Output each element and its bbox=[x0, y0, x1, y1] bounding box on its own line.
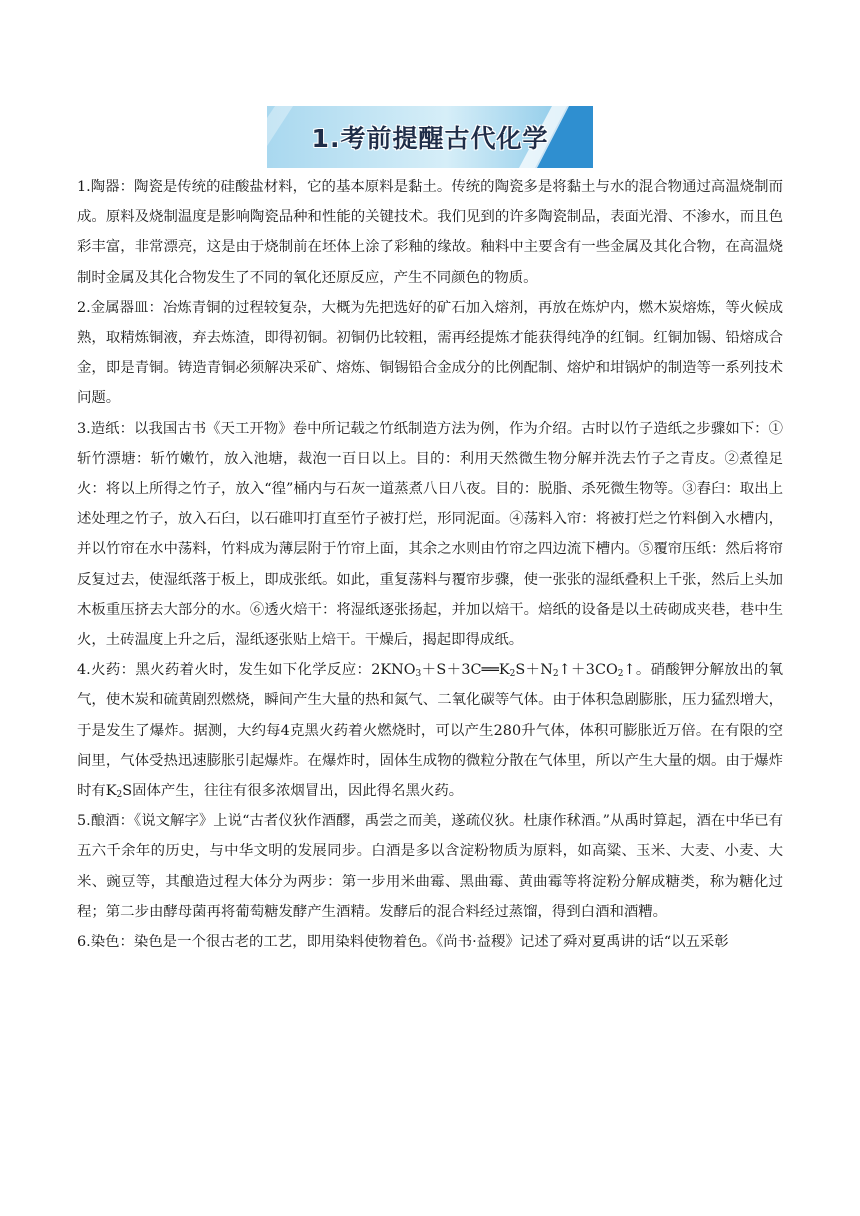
paragraph-text: S＋N bbox=[515, 662, 553, 679]
paragraph-dyeing bbox=[77, 927, 783, 957]
paragraph-text: ↑＋3CO bbox=[558, 662, 618, 679]
document-body bbox=[77, 172, 783, 957]
subscript: 2 bbox=[617, 669, 624, 680]
paragraph-text: 1.陶器：陶瓷是传统的硅酸盐材料，它的基本原料是黏土。传统的陶瓷多是将黏土与水的混合物通过高温烧制而成。原料及烧制温度是影响陶瓷品种和性能的关键技术。我们见到的许多陶瓷制品，表面光滑、不渗水，而且色彩丰富，非常漂亮，这是由于烧制前在坯体上涂了彩釉的缘故。釉料中主要含有一些金属及其化合物，在高温烧制时金属及其化合物发生了不同的氧化还原反应，产生不同颜色的物质。 bbox=[77, 179, 783, 286]
paragraph-text: 4.火药：黑火药着火时，发生如下化学反应：2KNO bbox=[77, 662, 416, 679]
subscript: 2 bbox=[509, 669, 516, 680]
banner-title: 1.考前提醒古代化学 bbox=[311, 124, 549, 153]
subscript: 2 bbox=[552, 669, 559, 680]
paragraph-text: 3.造纸：以我国古书《天工开物》卷中所记载之竹纸制造方法为例，作为介绍。古时以竹子造纸之步骤如下：①斩竹漂塘：斩竹嫩竹，放入池塘，裁泡一百日以上。目的：利用天然微生物分解并洗去竹子之青皮。②煮徨足火：将以上所得之竹子，放入“徨”桶内与石灰一道蒸煮八日八夜。目的：脱脂、杀死微生物等。③舂臼：取出上述处理之竹子，放入石臼，以石碓叩打直至竹子被打烂，形同泥面。④荡料入帘：将被打烂之竹料倒入水槽内，并以竹帘在水中荡料，竹料成为薄层附于竹帘上面，其余之水则由竹帘之四边流下槽内。⑤覆帘压纸：然后将帘反复过去，使湿纸落于板上，即成张纸。如此，重复荡料与覆帘步骤，使一张张的湿纸叠积上千张，然后上头加木板重压挤去大部分的水。⑥透火焙干：将湿纸逐张扬起，并加以焙干。焙纸的设备是以土砖砌成夹巷，巷中生火，土砖温度上升之后，湿纸逐张贴上焙干。干燥后，揭起即得成纸。 bbox=[77, 420, 783, 649]
paragraph-text: 5.酿酒：《说文解字》上说“古者仪狄作酒醪，禹尝之而美，遂疏仪狄。杜康作秫酒。”从禹时算起，酒在中华已有五六千余年的历史，与中华文明的发展同步。白酒是多以含淀粉物质为原料，如高粱、玉米、大麦、小麦、大米、豌豆等，其酿造过程大体分为两步：第一步用米曲霉、黑曲霉、黄曲霉等将淀粉分解成糖类，称为糖化过程；第二步由酵母菌再将葡萄糖发酵产生酒精。发酵后的混合料经过蒸馏，得到白酒和酒糟。 bbox=[77, 813, 783, 920]
paragraph-metal-ware bbox=[77, 293, 783, 414]
paragraph-text: ↑。硝酸钾分解放出的氧气，使木炭和硫黄剧烈燃烧，瞬间产生大量的热和氮气、二氧化碳等气体。由于体积急剧膨胀，压力猛烈增大，于是发生了爆炸。据测，大约每4克黑火药着火燃烧时，可以产生280升气体，体积可膨胀近万倍。在有限的空间里，气体受热迅速膨胀引起爆炸。在爆炸时，固体生成物的微粒分散在气体里，所以产生大量的烟。由于爆炸时有K bbox=[77, 662, 783, 800]
paragraph-text: 2.金属器皿：冶炼青铜的过程较复杂，大概为先把选好的矿石加入熔剂，再放在炼炉内，燃木炭熔炼，等火候成熟，取精炼铜液，弃去炼渣，即得初铜。初铜仍比较粗，需再经提炼才能获得纯净的红铜。红铜加锡、铅熔成合金，即是青铜。铸造青铜必须解决采矿、熔炼、铜锡铅合金成分的比例配制、熔炉和坩锅炉的制造等一系列技术问题。 bbox=[77, 299, 783, 407]
paragraph-text: S固体产生，往往有很多浓烟冒出，因此得名黑火药。 bbox=[122, 783, 464, 800]
subscript: 2 bbox=[116, 790, 123, 801]
paragraph-gunpowder bbox=[77, 655, 783, 806]
paragraph-papermaking bbox=[77, 414, 783, 656]
paragraph-brewing bbox=[77, 806, 783, 927]
paragraph-text: 6.染色：染色是一个很古老的工艺，即用染料使物着色。《尚书·益稷》记述了舜对夏禹讲的话“以五采彰 bbox=[77, 934, 729, 951]
paragraph-pottery bbox=[77, 172, 783, 293]
paragraph-text: ＋S＋3C══K bbox=[421, 662, 510, 679]
title-banner bbox=[267, 106, 593, 168]
subscript: 3 bbox=[415, 669, 422, 680]
